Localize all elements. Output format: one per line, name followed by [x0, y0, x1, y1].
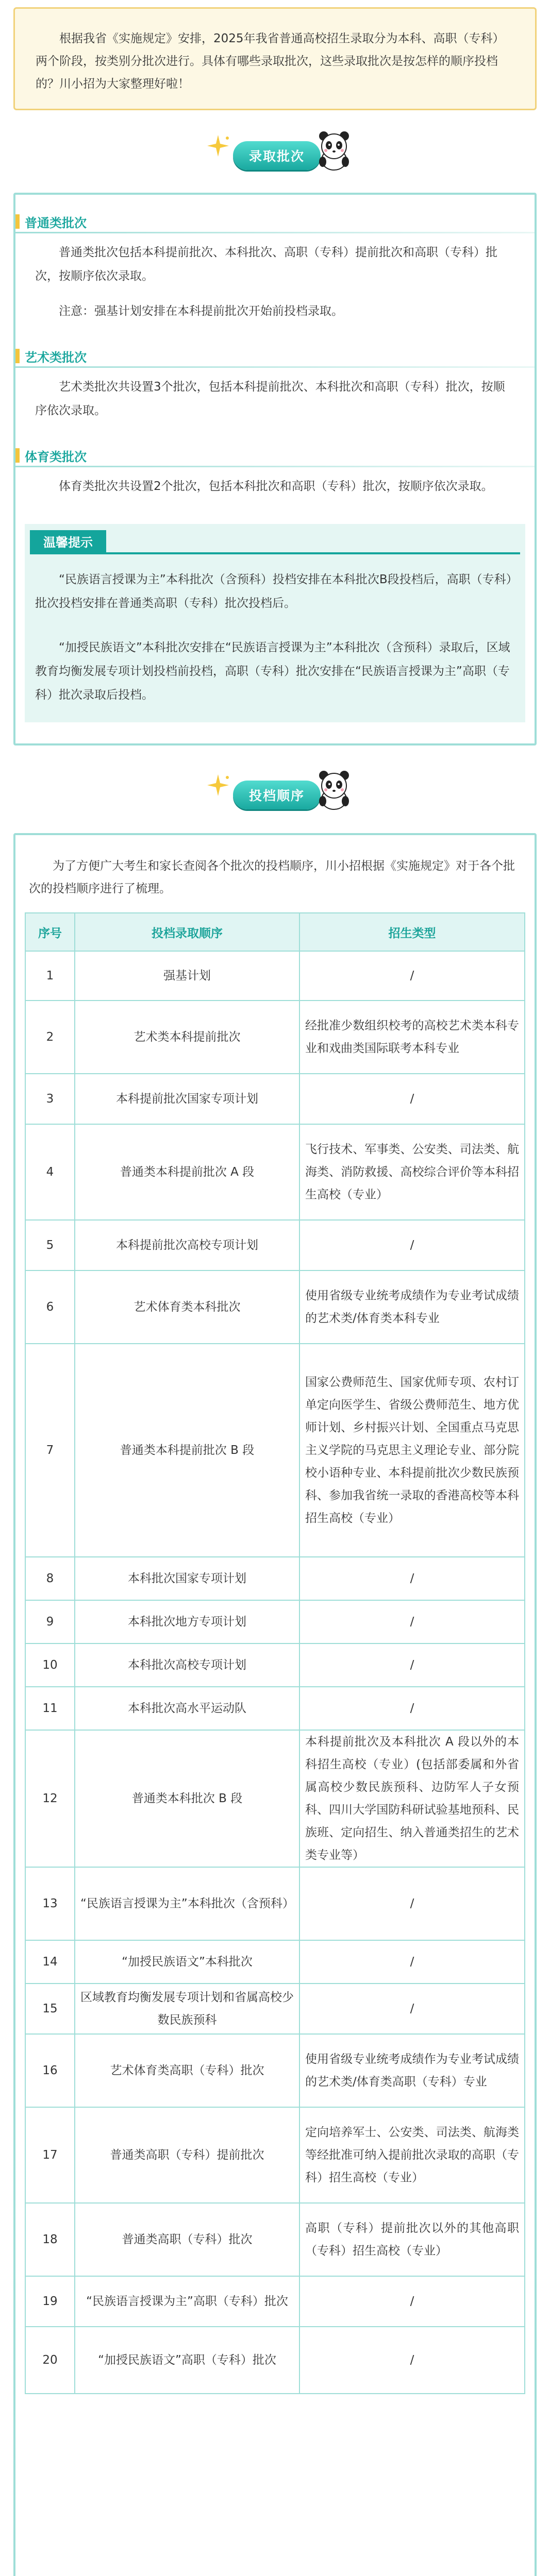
table-row: [25, 1730, 525, 1867]
table-row: [25, 1557, 525, 1600]
row-number: 2: [25, 1001, 75, 1074]
row-order: 普通类高职（专科）批次: [75, 2203, 299, 2276]
row-order: 普通类本科提前批次 B 段: [75, 1344, 299, 1557]
tip-box: [25, 524, 525, 722]
row-type: 高职（专科）提前批次以外的其他高职（专科）招生高校（专业）: [299, 2203, 525, 2276]
row-number: 5: [25, 1220, 75, 1270]
row-type: 国家公费师范生、国家优师专项、农村订单定向医学生、省级公费师范生、地方优师计划、乡村振兴计划、全国重点马克思主义学院的马克思主义理论专业、部分院校小语种专业、本科提前批次少数民族预科、参加我省统一录取的香港高校等本科招生高校（专业）: [299, 1344, 525, 1557]
row-order: 本科批次国家专项计划: [75, 1557, 299, 1600]
sparkle-icon: [206, 134, 230, 158]
row-order: 普通类本科提前批次 A 段: [75, 1124, 299, 1220]
row-number: 19: [25, 2276, 75, 2327]
table-row: [25, 1643, 525, 1687]
section-title-batches: 录取批次: [233, 141, 321, 170]
row-type: 使用省级专业统考成绩作为专业考试成绩的艺术类/体育类本科专业: [299, 1270, 525, 1344]
table-row: [25, 2203, 525, 2276]
row-number: 6: [25, 1270, 75, 1344]
table-row: [25, 2327, 525, 2394]
row-order: 本科批次高校专项计划: [75, 1643, 299, 1687]
row-order: “民族语言授课为主”高职（专科）批次: [75, 2276, 299, 2327]
row-order: “加授民族语文”本科批次: [75, 1940, 299, 1984]
row-type: /: [299, 2327, 525, 2394]
table-row: [25, 1220, 525, 1270]
row-order: 区域教育均衡发展专项计划和省属高校少数民族预科: [75, 1984, 299, 2034]
row-order: 艺术体育类高职（专科）批次: [75, 2034, 299, 2107]
row-type: /: [299, 1220, 525, 1270]
row-number: 13: [25, 1867, 75, 1940]
row-number: 9: [25, 1600, 75, 1643]
table-row: [25, 1344, 525, 1557]
table-row: [25, 2276, 525, 2327]
row-order: 艺术类本科提前批次: [75, 1001, 299, 1074]
intro-box: [13, 7, 537, 110]
row-type: 经批准少数组织校考的高校艺术类本科专业和戏曲类国际联考本科专业: [299, 1001, 525, 1074]
header-order: 投档录取顺序: [75, 913, 299, 951]
row-order: “民族语言授课为主”本科批次（含预科）: [75, 1867, 299, 1940]
tip-title: 温馨提示: [30, 530, 106, 552]
table-row: [25, 1940, 525, 1984]
row-type: /: [299, 1600, 525, 1643]
header-no: 序号: [25, 913, 75, 951]
table-row: [25, 2034, 525, 2107]
batches-card: [13, 193, 537, 745]
table-row: [25, 1270, 525, 1344]
panda-mascot-icon: [315, 130, 353, 171]
panda-mascot-icon: [315, 769, 353, 810]
row-number: 14: [25, 1940, 75, 1984]
row-type: 定向培养军士、公安类、司法类、航海类等经批准可纳入提前批次录取的高职（专科）招生高校（专业）: [299, 2107, 525, 2203]
table-row: [25, 951, 525, 1001]
sports-paragraph: 体育类批次共设置2个批次，包括本科批次和高职（专科）批次，按顺序依次录取。: [59, 480, 493, 493]
row-type: /: [299, 1940, 525, 1984]
row-number: 11: [25, 1687, 75, 1730]
section-title-order: 投档顺序: [233, 781, 321, 809]
table-row: [25, 1124, 525, 1220]
order-card: [13, 833, 537, 2576]
general-paragraph-1: 普通类批次包括本科提前批次、本科批次、高职（专科）提前批次和高职（专科）批次，按顺序依次录取。: [35, 246, 497, 283]
section-header-batches: [0, 110, 550, 193]
row-order: “加授民族语文”高职（专科）批次: [75, 2327, 299, 2394]
row-order: 本科批次高水平运动队: [75, 1687, 299, 1730]
row-order: 强基计划: [75, 951, 299, 1001]
row-order: 普通类高职（专科）提前批次: [75, 2107, 299, 2203]
table-header-row: [25, 913, 525, 951]
row-type: /: [299, 1687, 525, 1730]
table-row: [25, 1001, 525, 1074]
table-row: [25, 1074, 525, 1124]
row-type: /: [299, 1557, 525, 1600]
row-type: /: [299, 1867, 525, 1940]
table-row: [25, 1867, 525, 1940]
table-row: [25, 2107, 525, 2203]
sparkle-icon: [206, 773, 230, 797]
row-type: 飞行技术、军事类、公安类、司法类、航海类、消防救援、高校综合评价等本科招生高校（专业）: [299, 1124, 525, 1220]
row-type: /: [299, 1984, 525, 2034]
row-number: 3: [25, 1074, 75, 1124]
category-title-sports: 体育类批次: [15, 445, 525, 466]
category-title-art: 艺术类批次: [15, 346, 525, 366]
row-order: 本科提前批次高校专项计划: [75, 1220, 299, 1270]
header-type: 招生类型: [299, 913, 525, 951]
row-type: /: [299, 1074, 525, 1124]
row-number: 16: [25, 2034, 75, 2107]
row-number: 10: [25, 1643, 75, 1687]
table-row: [25, 1600, 525, 1643]
row-number: 20: [25, 2327, 75, 2394]
category-title-general: 普通类批次: [15, 211, 525, 232]
row-number: 1: [25, 951, 75, 1001]
row-order: 艺术体育类本科批次: [75, 1270, 299, 1344]
tip-paragraph-2: “加授民族语文”本科批次安排在“民族语言授课为主”本科批次（含预科）录取后，区域教育均衡发展专项计划投档前投档，高职（专科）批次安排在“民族语言授课为主”高职（专科）批次录取后投档。: [35, 641, 510, 702]
general-paragraph-2: 注意：强基计划安排在本科提前批次开始前投档录取。: [59, 304, 343, 318]
row-type: 本科提前批次及本科批次 A 段以外的本科招生高校（专业）(包括部委属和外省属高校少数民族预科、边防军人子女预科、四川大学国防科研试验基地预科、民族班、定向招生、纳入普通类招生的艺术类专业等）: [299, 1730, 525, 1867]
order-table: [25, 912, 525, 2394]
row-number: 4: [25, 1124, 75, 1220]
art-paragraph: 艺术类批次共设置3个批次，包括本科提前批次、本科批次和高职（专科）批次，按顺序依次录取。: [35, 380, 505, 417]
row-type: /: [299, 2276, 525, 2327]
row-type: /: [299, 951, 525, 1001]
row-type: /: [299, 1643, 525, 1687]
row-number: 15: [25, 1984, 75, 2034]
row-number: 7: [25, 1344, 75, 1557]
order-intro: 为了方便广大考生和家长查阅各个批次的投档顺序，川小招根据《实施规定》对于各个批次的投档顺序进行了梳理。: [29, 859, 515, 895]
row-type: 使用省级专业统考成绩作为专业考试成绩的艺术类/体育类高职（专科）专业: [299, 2034, 525, 2107]
row-number: 12: [25, 1730, 75, 1867]
intro-text: 根据我省《实施规定》安排，2025年我省普通高校招生录取分为本科、高职（专科）两个阶段，按类别分批次进行。具体有哪些录取批次，这些录取批次是按怎样的顺序投档的？川小招为大家整理好啦！: [36, 32, 505, 91]
row-number: 17: [25, 2107, 75, 2203]
tip-paragraph-1: “民族语言授课为主”本科批次（含预科）投档安排在本科批次B段投档后，高职（专科）批次投档安排在普通类高职（专科）批次投档后。: [35, 573, 512, 610]
table-row: [25, 1687, 525, 1730]
row-number: 18: [25, 2203, 75, 2276]
row-order: 本科批次地方专项计划: [75, 1600, 299, 1643]
table-row: [25, 1984, 525, 2034]
section-header-order: [0, 745, 550, 833]
row-number: 8: [25, 1557, 75, 1600]
row-order: 本科提前批次国家专项计划: [75, 1074, 299, 1124]
row-order: 普通类本科批次 B 段: [75, 1730, 299, 1867]
